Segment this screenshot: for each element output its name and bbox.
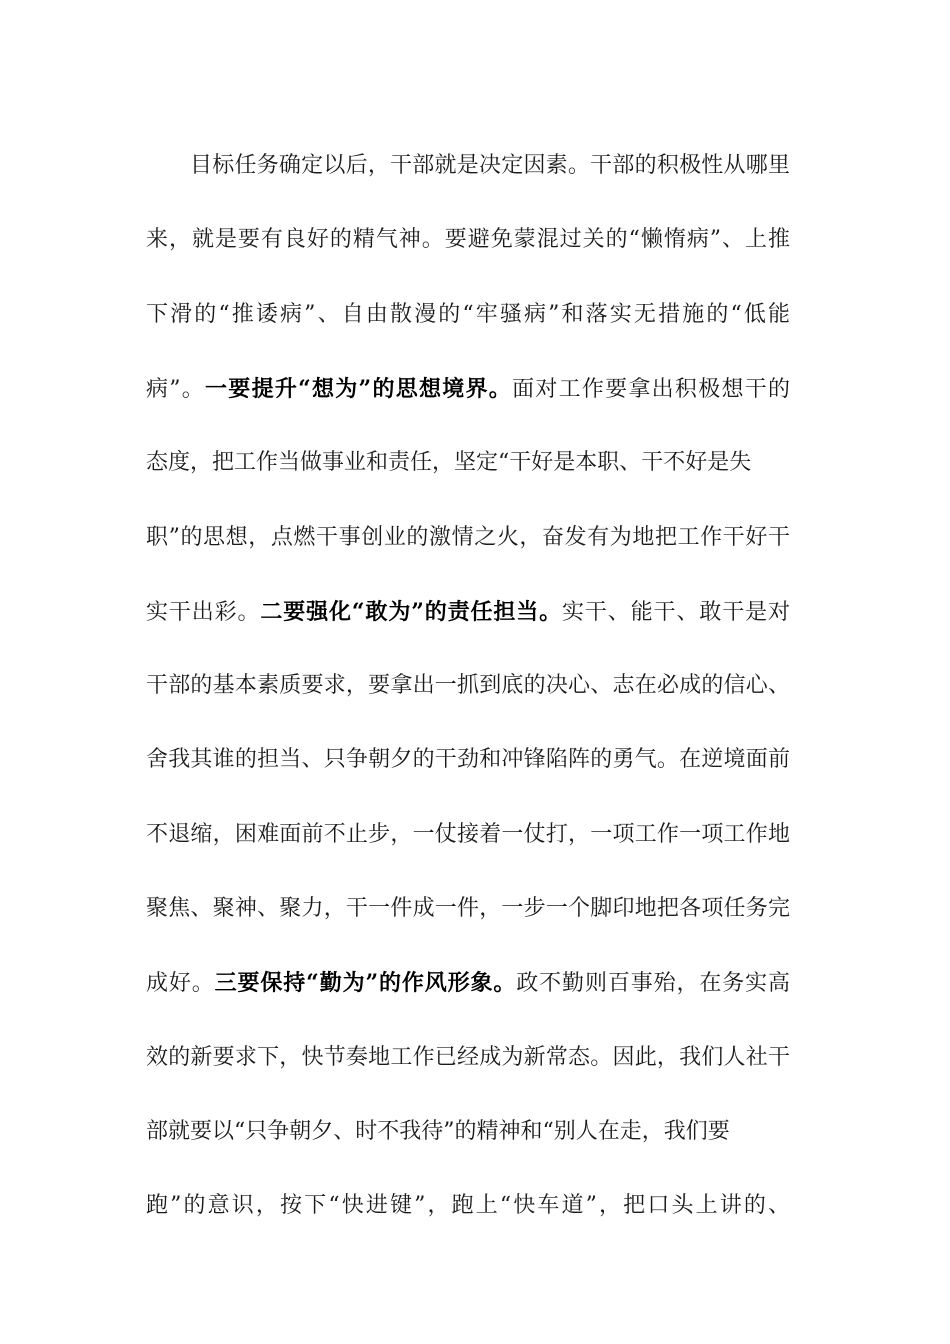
text-line: [146, 299, 790, 331]
text-line: [146, 670, 790, 702]
text-line: [146, 893, 790, 925]
text-segment: 来，就是要有良好的精气神。要避免蒙混过关的“懒惰病”、上推: [146, 227, 790, 253]
text-segment: 跑”的意识，按下“快进键”，跑上“快车道”，把口头上讲的、: [146, 1193, 790, 1219]
text-segment: 舍我其谁的担当、只争朝夕的干劲和冲锋陷阵的勇气。在逆境面前: [146, 747, 790, 773]
text-segment: 面对工作要拿出积极想干的: [512, 376, 790, 402]
text-line: [146, 819, 790, 851]
bold-heading-phrase: 三要保持“勤为”的作风形象。: [214, 970, 517, 997]
text-segment: 实干出彩。: [146, 599, 261, 625]
text-line: [146, 522, 790, 554]
text-line: [146, 373, 790, 405]
text-segment: 职”的思想，点燃干事创业的激情之火，奋发有为地把工作干好干: [146, 524, 790, 550]
text-segment: 部就要以“只争朝夕、时不我待”的精神和“别人在走，我们要: [146, 1118, 730, 1144]
text-segment: 态度，把工作当做事业和责任，坚定“干好是本职、干不好是失: [146, 450, 752, 476]
text-segment: 目标任务确定以后，干部就是决定因素。干部的积极性从哪里: [190, 153, 790, 178]
text-segment: 效的新要求下，快节奏地工作已经成为新常态。因此，我们人社干: [146, 1044, 790, 1070]
bold-heading-phrase: 一要提升“想为”的思想境界。: [205, 375, 513, 402]
text-segment: 病”。: [146, 376, 206, 402]
text-line: [146, 447, 790, 479]
text-segment: 干部的基本素质要求，要拿出一抓到底的决心、志在必成的信心、: [146, 673, 790, 699]
text-segment: 聚焦、聚神、聚力，干一件成一件，一步一个脚印地把各项任务完: [146, 896, 790, 921]
text-segment: 实干、能干、敢干是对: [562, 599, 790, 625]
text-segment: 不退缩，困难面前不止步，一仗接着一仗打，一项工作一项工作地: [146, 821, 790, 847]
text-line: [146, 1116, 790, 1148]
text-segment: 成好。: [146, 971, 215, 997]
text-segment: 政不勤则百事殆，在务实高: [516, 971, 790, 997]
text-line: [190, 150, 790, 182]
text-line: [146, 224, 790, 256]
bold-heading-phrase: 二要强化“敢为”的责任担当。: [260, 598, 563, 625]
text-line: [146, 967, 790, 999]
text-line: [146, 744, 790, 776]
text-line: [146, 596, 790, 628]
text-line: [146, 1190, 790, 1222]
text-line: [146, 1042, 790, 1074]
text-segment: 下滑的“推诿病”、自由散漫的“牢骚病”和落实无措施的“低能: [146, 301, 790, 327]
